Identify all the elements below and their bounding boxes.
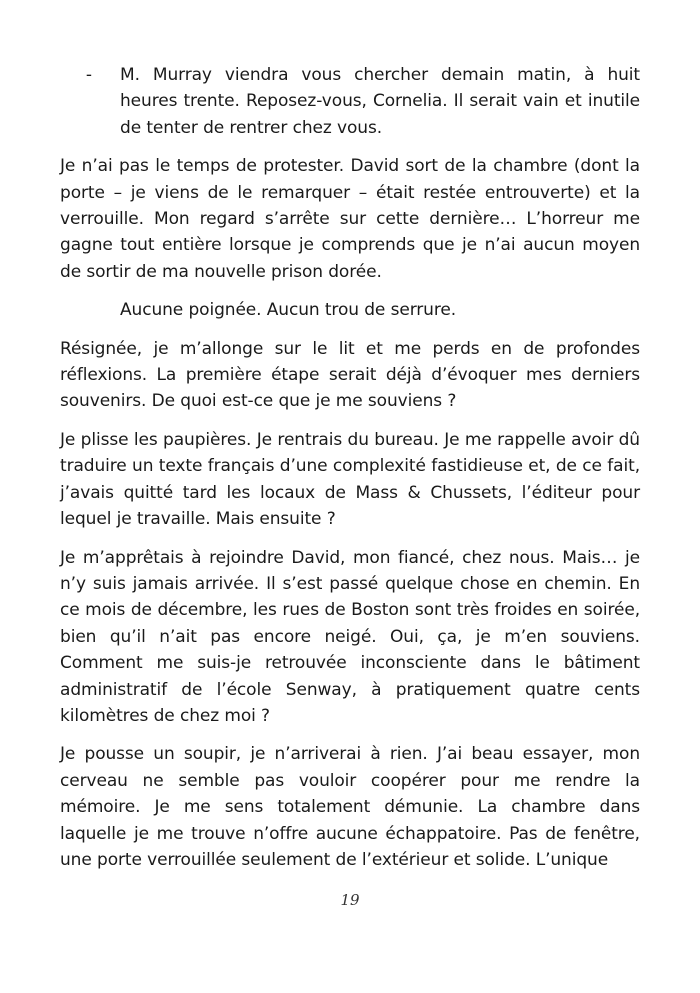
dialogue-dash: - — [85, 65, 92, 85]
paragraph-3: Résignée, je m’allonge sur le lit et me perds en de profondes réflexions. La première étape serait déjà d’évoquer mes derniers souvenirs. De quoi est-ce que je me souviens ? — [60, 338, 640, 412]
page-body — [60, 62, 640, 885]
page-number: 19 — [340, 891, 360, 909]
paragraph-5: Je m’apprêtais à rejoindre David, mon fiancé, chez nous. Mais… je n’y suis jamais arrivée. Il s’est passé quelque chose en chemin. En ce mois de décembre, les rues de Boston sont très froides en soirée, bien qu’il n’ait pas encore neigé. Oui, ça, je m’en souviens. Comment me suis-je retrouvée inconsciente dans le bâtiment administratif de l’école Senway, à pratiquement quatre cents kilomètres de chez moi ? — [60, 547, 640, 726]
dialogue-line — [60, 62, 640, 141]
paragraph-1: Je n’ai pas le temps de protester. David sort de la chambre (dont la porte – je viens de le remarquer – était restée entrouverte) et la verrouille. Mon regard s’arrête sur cette dernière… L’horreur me gagne tout entière lorsque je comprends que je n’ai aucun moyen de sortir de ma nouvelle prison dorée. — [60, 156, 640, 282]
paragraph-2: Aucune poignée. Aucun trou de serrure. — [120, 300, 457, 321]
dialogue-text: M. Murray viendra vous chercher demain matin, à huit heures trente. Reposez-vous, Cornelia. Il serait vain et inutile de tenter de rentrer chez vous. — [120, 65, 640, 138]
paragraph-6: Je pousse un soupir, je n’arriverai à rien. J’ai beau essayer, mon cerveau ne semble pas vouloir coopérer pour me rendre la mémoire. Je me sens totalement démunie. La chambre dans laquelle je me trouve n’offre aucune échappatoire. Pas de fenêtre, une porte verrouillée seulement de l’extérieur et solide. L’unique — [60, 744, 640, 870]
paragraph-4: Je plisse les paupières. Je rentrais du bureau. Je me rappelle avoir dû traduire un texte français d’une complexité fastidieuse et, de ce fait, j’avais quitté tard les locaux de Mass & Chussets, l’éditeur pour lequel je travaille. Mais ensuite ? — [60, 429, 640, 530]
